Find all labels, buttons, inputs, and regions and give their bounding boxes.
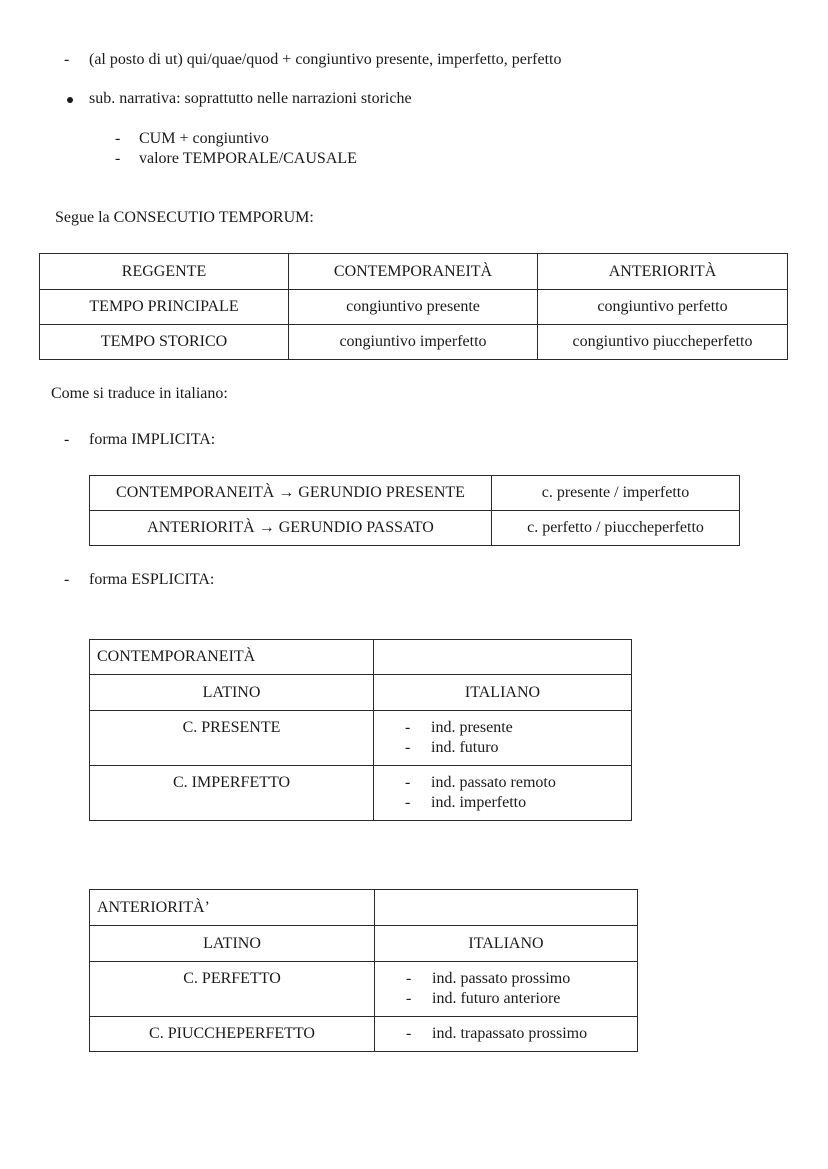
cell: congiuntivo imperfetto (289, 325, 538, 360)
table-header-row (40, 254, 788, 290)
table-row (90, 711, 632, 766)
dash-marker: - (64, 571, 70, 588)
cell: c. perfetto / piuccheperfetto (492, 511, 740, 546)
cell: TEMPO PRINCIPALE (40, 290, 289, 325)
italiano-cell (375, 1017, 638, 1052)
table-header-row (90, 675, 632, 711)
header-italiano: ITALIANO (375, 926, 638, 962)
list-item: - ind. passato prossimo (406, 970, 571, 987)
implicit-label: forma IMPLICITA: (89, 431, 216, 448)
header-latino: LATINO (90, 675, 374, 711)
cell: congiuntivo piuccheperfetto (538, 325, 788, 360)
latino-cell: C. PIUCCHEPERFETTO (90, 1017, 375, 1052)
implicit-form-table (89, 475, 740, 546)
latino-cell: C. PERFETTO (90, 962, 375, 1017)
sub-item-valore: valore TEMPORALE/CAUSALE (139, 150, 357, 167)
table-row (90, 766, 632, 821)
header-latino: LATINO (90, 926, 375, 962)
list-item: - ind. passato remoto (405, 774, 556, 791)
list-item: - ind. presente (405, 719, 513, 736)
table-row (90, 476, 740, 511)
italiano-cell (374, 766, 632, 821)
table-title-row (90, 890, 638, 926)
cell: c. presente / imperfetto (492, 476, 740, 511)
table-title: ANTERIORITÀ’ (90, 890, 375, 926)
latino-cell: C. PRESENTE (90, 711, 374, 766)
anteriorita-table (89, 889, 638, 1052)
bullet-icon (67, 97, 73, 103)
sub-narrativa-heading: sub. narrativa: soprattutto nelle narrazioni storiche (89, 90, 412, 107)
header-contemporaneita: CONTEMPORANEITÀ (289, 254, 538, 290)
list-item: - ind. futuro anteriore (406, 990, 561, 1007)
italiano-cell (374, 711, 632, 766)
table-row (90, 962, 638, 1017)
cell: CONTEMPORANEITÀ → GERUNDIO PRESENTE (90, 476, 492, 511)
consecutio-table (39, 253, 788, 360)
header-reggente: REGGENTE (40, 254, 289, 290)
table-title: CONTEMPORANEITÀ (90, 640, 374, 675)
table-title-row (90, 640, 632, 675)
cell: TEMPO STORICO (40, 325, 289, 360)
latino-cell: C. IMPERFETTO (90, 766, 374, 821)
dash-marker: - (64, 51, 70, 68)
list-item: - ind. imperfetto (405, 794, 527, 811)
table-row (40, 290, 788, 325)
list-item: - ind. futuro (405, 739, 499, 756)
sub-item-cum: CUM + congiuntivo (139, 130, 269, 147)
explicit-label: forma ESPLICITA: (89, 571, 215, 588)
cell: ANTERIORITÀ → GERUNDIO PASSATO (90, 511, 492, 546)
empty-cell (374, 640, 632, 675)
table-row (90, 1017, 638, 1052)
header-italiano: ITALIANO (374, 675, 632, 711)
dash-marker: - (115, 150, 121, 167)
dash-marker: - (115, 130, 121, 147)
empty-cell (375, 890, 638, 926)
rule-qui-quae-quod: (al posto di ut) qui/quae/quod + congiuntivo presente, imperfetto, perfetto (89, 51, 562, 68)
cell: congiuntivo presente (289, 290, 538, 325)
list-item: - ind. trapassato prossimo (406, 1025, 588, 1042)
cell: congiuntivo perfetto (538, 290, 788, 325)
consecutio-heading: Segue la CONSECUTIO TEMPORUM: (55, 209, 314, 226)
header-anteriorita: ANTERIORITÀ (538, 254, 788, 290)
italiano-cell (375, 962, 638, 1017)
table-header-row (90, 926, 638, 962)
table-row (90, 511, 740, 546)
dash-marker: - (64, 431, 70, 448)
table-row (40, 325, 788, 360)
translation-heading: Come si traduce in italiano: (51, 385, 228, 402)
contemporaneita-table (89, 639, 632, 821)
